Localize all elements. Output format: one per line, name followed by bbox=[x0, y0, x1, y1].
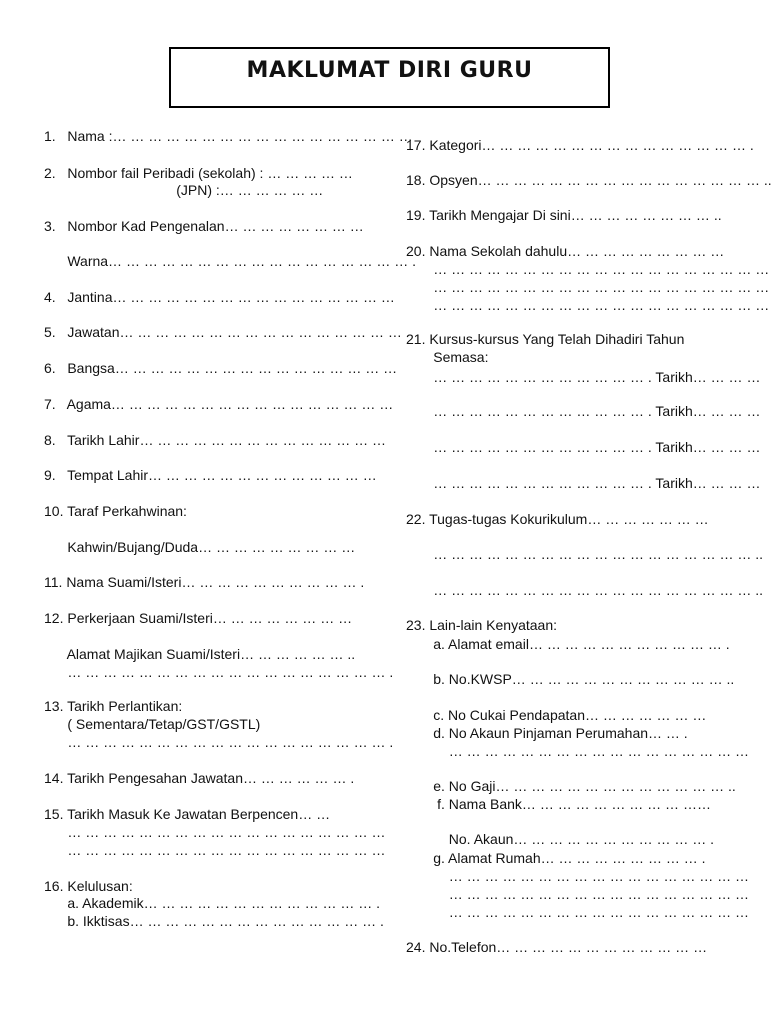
form-line: e. No Gaji… … … … … … … … … … … … … .. bbox=[406, 778, 736, 794]
form-line: 13. Tarikh Perlantikan: bbox=[44, 698, 183, 714]
form-line: … … … … … … … … … … … … . Tarikh… … … … bbox=[406, 403, 761, 419]
form-line: … … … … … … … … … … … … … … … … … bbox=[406, 743, 750, 759]
form-line: ( Sementara/Tetap/GST/GSTL) bbox=[44, 716, 261, 732]
form-line: 23. Lain-lain Kenyataan: bbox=[406, 617, 557, 633]
form-line: 12. Perkerjaan Suami/Isteri… … … … … … … … bbox=[44, 610, 353, 626]
form-line: 22. Tugas-tugas Kokurikulum… … … … … … … bbox=[406, 511, 709, 527]
form-line: g. Alamat Rumah… … … … … … … … … . bbox=[406, 850, 706, 866]
page-title: MAKLUMAT DIRI GURU bbox=[246, 58, 533, 83]
form-line: 10. Taraf Perkahwinan: bbox=[44, 503, 187, 519]
form-line: Alamat Majikan Suami/Isteri… … … … … … .. bbox=[44, 646, 356, 662]
form-line: 15. Tarikh Masuk Ke Jawatan Berpencen… … bbox=[44, 806, 331, 822]
form-line: b. Ikktisas… … … … … … … … … … … … … … . bbox=[44, 913, 384, 929]
form-line: … … … … … … … … … … … … … … … … … bbox=[406, 904, 750, 920]
form-line: 6. Bangsa… … … … … … … … … … … … … … … … bbox=[44, 360, 398, 376]
form-line: 9. Tempat Lahir… … … … … … … … … … … … … bbox=[44, 467, 377, 483]
form-line: … … … … … … … … … … … … . Tarikh… … … … bbox=[406, 475, 761, 491]
form-line: … … … … … … … … … … … … … … … … … … .. bbox=[406, 582, 764, 598]
form-line: 4. Jantina… … … … … … … … … … … … … … … … bbox=[44, 289, 395, 305]
form-line: … … … … … … … … … … … … … … … … … … … bbox=[406, 279, 770, 295]
form-line: 11. Nama Suami/Isteri… … … … … … … … … … . bbox=[44, 574, 365, 590]
form-line: a. Akademik… … … … … … … … … … … … … . bbox=[44, 895, 381, 911]
form-line: Semasa: bbox=[406, 349, 489, 365]
form-line: … … … … … … … … … … … … . Tarikh… … … … bbox=[406, 369, 761, 385]
form-line: … … … … … … … … … … … … … … … … … bbox=[406, 886, 750, 902]
form-line: c. No Cukai Pendapatan… … … … … … … bbox=[406, 707, 707, 723]
form-line: (JPN) :… … … … … … bbox=[44, 182, 324, 198]
title-box bbox=[169, 47, 610, 108]
form-line: 1. Nama :… … … … … … … … … … … … … … … … … bbox=[44, 128, 413, 144]
form-line: b. No.KWSP… … … … … … … … … … … … .. bbox=[406, 671, 735, 687]
form-line: 21. Kursus-kursus Yang Telah Dihadiri Tahun bbox=[406, 331, 685, 347]
form-line: … … … … … … … … … … … … … … … … … … . bbox=[44, 734, 394, 750]
form-line: 17. Kategori… … … … … … … … … … … … … … … . bbox=[406, 137, 754, 153]
form-line: … … … … … … … … … … … … … … … … … … .. bbox=[406, 546, 764, 562]
form-line: … … … … … … … … … … … … … … … … … … … bbox=[406, 261, 770, 277]
form-line: 14. Tarikh Pengesahan Jawatan… … … … … … . bbox=[44, 770, 355, 786]
form-line: … … … … … … … … … … … … … … … … … … bbox=[44, 824, 386, 840]
form-line: 2. Nombor fail Peribadi (sekolah) : … … … … … bbox=[44, 165, 353, 181]
form-line: Warna… … … … … … … … … … … … … … … … … . bbox=[44, 253, 417, 269]
form-line: … … … … … … … … … … … … … … … … … bbox=[406, 868, 750, 884]
form-line: 18. Opsyen… … … … … … … … … … … … … … … … .. bbox=[406, 172, 772, 188]
form-line: 16. Kelulusan: bbox=[44, 878, 133, 894]
form-line: d. No Akaun Pinjaman Perumahan… … . bbox=[406, 725, 688, 741]
form-line: 3. Nombor Kad Pengenalan… … … … … … … … bbox=[44, 218, 364, 234]
form-line: 7. Agama… … … … … … … … … … … … … … … … bbox=[44, 396, 394, 412]
form-line: 8. Tarikh Lahir… … … … … … … … … … … … … … bbox=[44, 432, 387, 448]
form-line: … … … … … … … … … … … … … … … … … … … bbox=[406, 297, 770, 313]
form-line: … … … … … … … … … … … … … … … … … … bbox=[44, 842, 386, 858]
form-line: f. Nama Bank… … … … … … … … … …… bbox=[406, 796, 711, 812]
form-line: … … … … … … … … … … … … … … … … … … . bbox=[44, 664, 394, 680]
form-line: a. Alamat email… … … … … … … … … … … . bbox=[406, 636, 730, 652]
form-line: … … … … … … … … … … … … . Tarikh… … … … bbox=[406, 439, 761, 455]
form-line: 20. Nama Sekolah dahulu… … … … … … … … … bbox=[406, 243, 725, 259]
form-line: No. Akaun… … … … … … … … … … … . bbox=[406, 831, 715, 847]
form-line: 19. Tarikh Mengajar Di sini… … … … … … … … .. bbox=[406, 207, 722, 223]
form-line: 5. Jawatan… … … … … … … … … … … … … … … … bbox=[44, 324, 402, 340]
form-line: 24. No.Telefon… … … … … … … … … … … … bbox=[406, 939, 708, 955]
form-line: Kahwin/Bujang/Duda… … … … … … … … … bbox=[44, 539, 356, 555]
